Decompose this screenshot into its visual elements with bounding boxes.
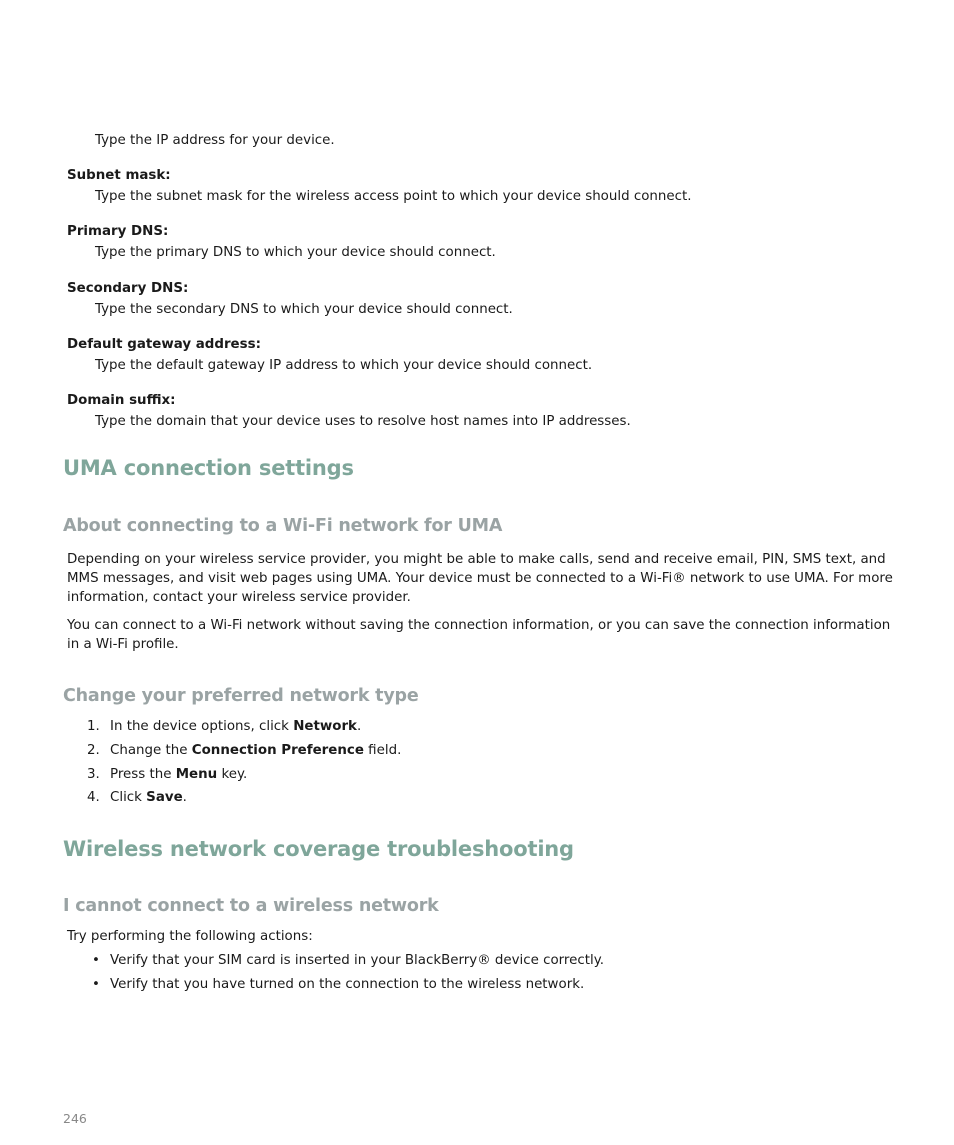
heading-cannot-connect: I cannot connect to a wireless network: [63, 896, 439, 916]
definition-domain-suffix-term: Domain suffix:: [67, 393, 176, 408]
heading-uma-connection-settings: UMA connection settings: [63, 456, 354, 480]
step-text: In the device options, click Network.: [110, 719, 362, 734]
page-number: 246: [63, 1111, 87, 1126]
bullet-marker: •: [92, 953, 100, 968]
list-item: Verify that your SIM card is inserted in your BlackBerry® device correctly.: [110, 953, 604, 968]
definition-secondary-dns-term: Secondary DNS:: [67, 281, 189, 296]
heading-about-uma: About connecting to a Wi-Fi network for UMA: [63, 516, 503, 536]
step-number: 3.: [87, 767, 100, 782]
definition-domain-suffix-desc: Type the domain that your device uses to resolve host names into IP addresses.: [95, 414, 631, 429]
step-number: 2.: [87, 743, 100, 758]
definition-secondary-dns-desc: Type the secondary DNS to which your device should connect.: [95, 302, 513, 317]
heading-coverage-troubleshooting: Wireless network coverage troubleshooting: [63, 837, 574, 861]
paragraph-try-actions: Try performing the following actions:: [67, 929, 313, 944]
paragraph-uma-wifi-profile: You can connect to a Wi-Fi network without saving the connection information, or you can save the connection information in a Wi-Fi profile.: [67, 618, 891, 652]
list-item: Verify that you have turned on the connection to the wireless network.: [110, 977, 585, 992]
paragraph-uma-intro: Depending on your wireless service provider, you might be able to make calls, send and receive email, PIN, SMS text, and MMS messages, and visit web pages using UMA. Your device must be connected to a Wi-Fi® network to use UMA. For more information, contact your wireless service provider.: [67, 552, 893, 605]
bullet-marker: •: [92, 977, 100, 992]
heading-change-network-type: Change your preferred network type: [63, 686, 419, 706]
definition-subnet-desc: Type the subnet mask for the wireless access point to which your device should connect.: [95, 189, 692, 204]
step-text: Click Save.: [110, 790, 187, 805]
definition-subnet-term: Subnet mask:: [67, 168, 171, 183]
step-text: Change the Connection Preference field.: [110, 743, 402, 758]
step-number: 1.: [87, 719, 100, 734]
definition-gateway-term: Default gateway address:: [67, 337, 261, 352]
step-text: Press the Menu key.: [110, 767, 248, 782]
definition-primary-dns-desc: Type the primary DNS to which your device should connect.: [95, 245, 496, 260]
definition-primary-dns-term: Primary DNS:: [67, 224, 169, 239]
definition-ip-desc: Type the IP address for your device.: [95, 133, 335, 148]
step-number: 4.: [87, 790, 100, 805]
definition-gateway-desc: Type the default gateway IP address to which your device should connect.: [95, 358, 593, 373]
